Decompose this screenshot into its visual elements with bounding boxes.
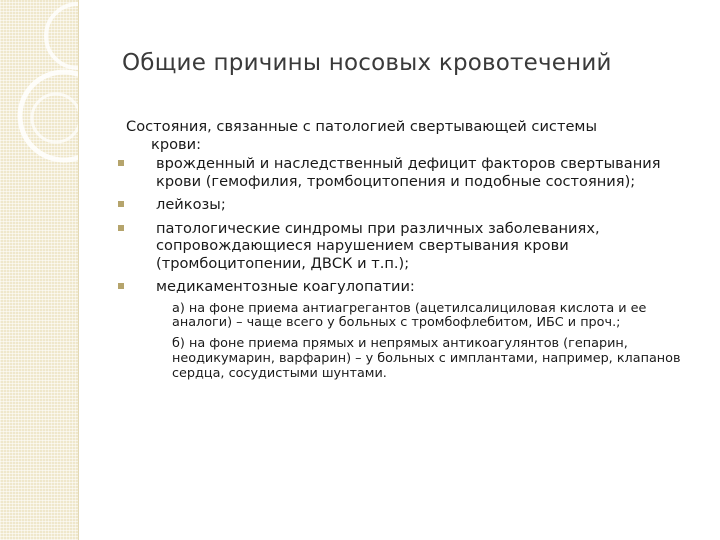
square-bullet-icon [118, 225, 124, 231]
list-item-text: врожденный и наследственный дефицит факторов свертывания крови (гемофилия, тромбоцитопения и подобные состояния); [156, 155, 661, 190]
decorative-side-strip [0, 0, 79, 540]
intro-text [118, 118, 708, 153]
list-item-text: патологические синдромы при различных заболеваниях, сопровождающиеся нарушением свертывания крови (тромбоцитопении, ДВСК и т.п.); [156, 219, 600, 272]
square-bullet-icon [118, 201, 124, 207]
coagulopathy-sublist [118, 302, 708, 382]
decorative-circles [0, 0, 78, 170]
intro-line-1: Состояния, связанные с патологией свертывающей системы [126, 118, 597, 135]
square-bullet-icon [118, 283, 124, 289]
slide-title: Общие причины носовых кровотечений [122, 50, 612, 76]
list-item [118, 196, 708, 214]
cause-list [118, 155, 708, 296]
list-item [118, 278, 708, 296]
square-bullet-icon [118, 160, 124, 166]
list-item-text: лейкозы; [156, 196, 226, 213]
list-item-text: медикаментозные коагулопатии: [156, 278, 415, 295]
sub-item-a: а) на фоне приема антиагрегантов (ацетилсалициловая кислота и ее аналоги) – чаще всего у больных с тромбофлебитом, ИБС и проч.; [172, 300, 647, 331]
sub-item-b: б) на фоне приема прямых и непрямых антикоагулянтов (гепарин, неодикумарин, варфарин) – у больных с имплантами, например, клапанов сердца, сосудистыми шунтами. [172, 336, 681, 381]
list-item [118, 220, 708, 273]
slide-body [118, 118, 708, 387]
list-item [118, 155, 708, 190]
intro-line-2: крови: [151, 135, 202, 153]
